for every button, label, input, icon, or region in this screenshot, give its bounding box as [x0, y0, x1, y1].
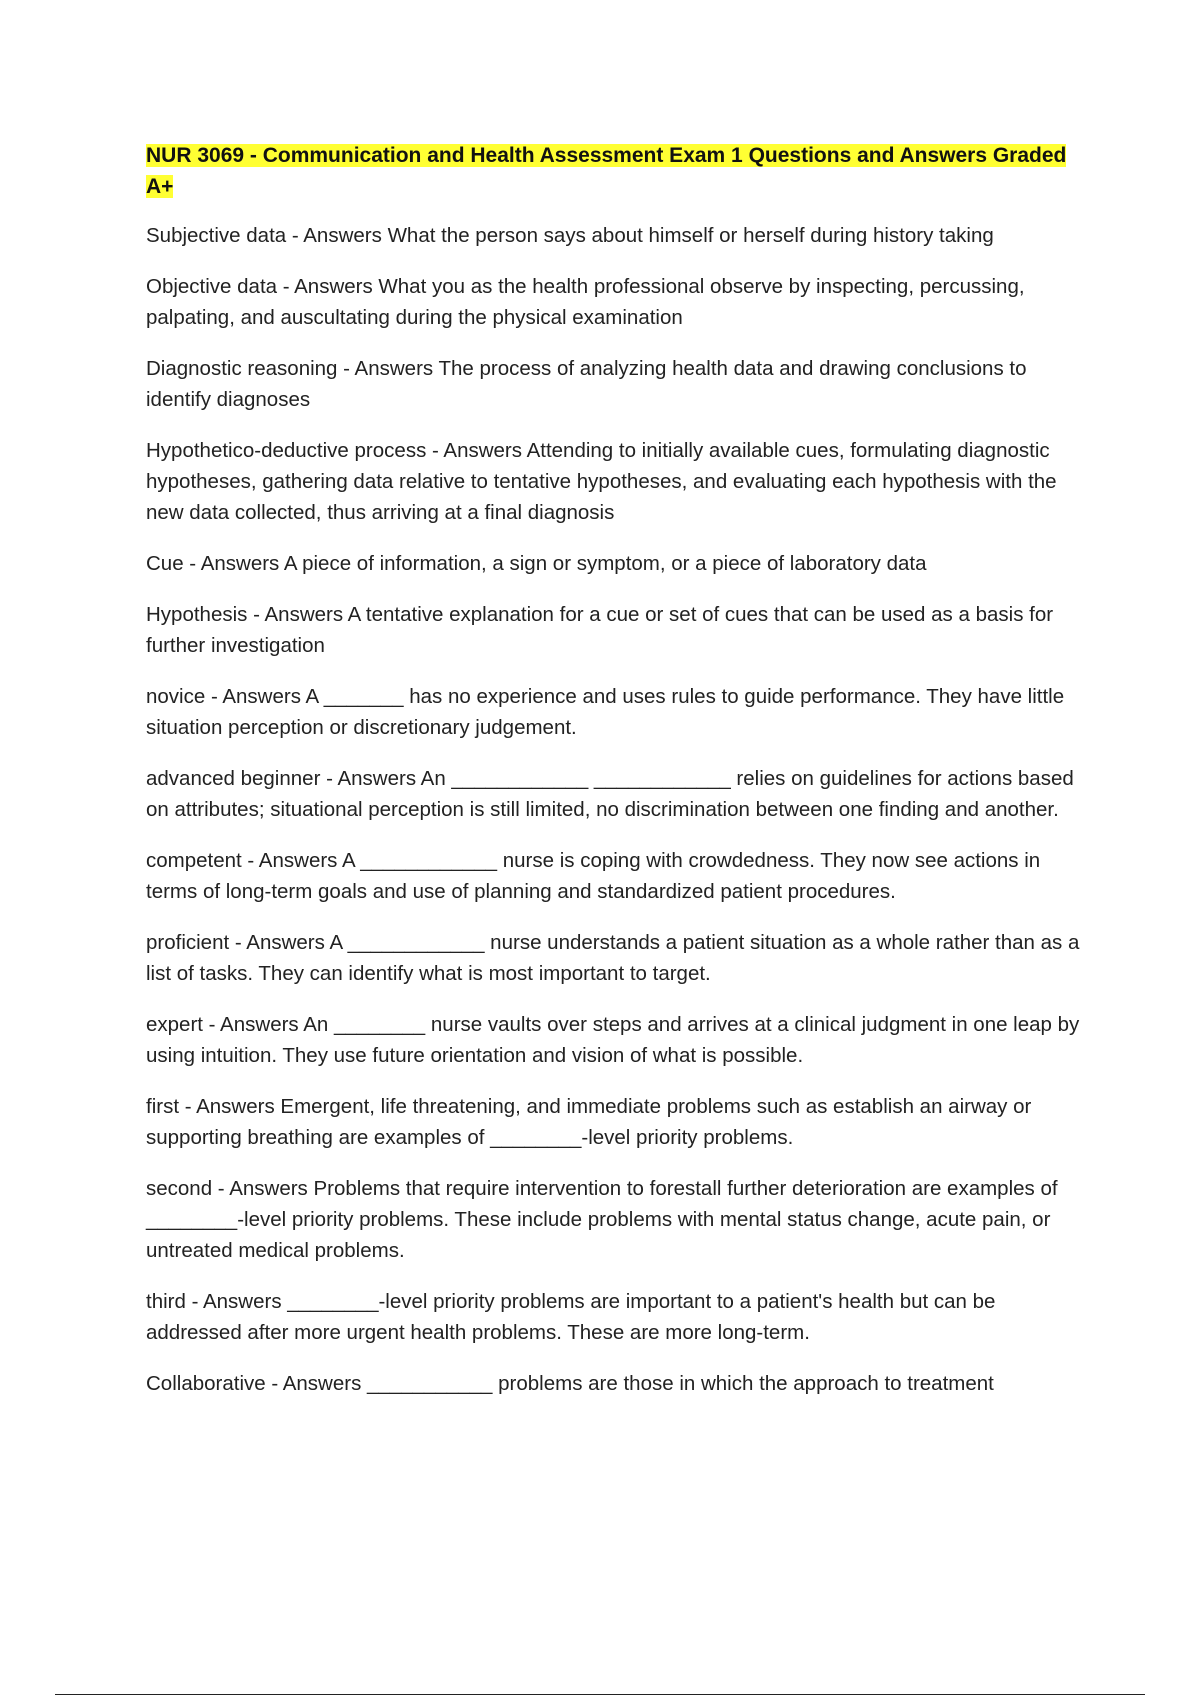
qa-entry-proficient: proficient - Answers A ____________ nurse understands a patient situation as a whole rather than as a list of tasks. They can identify what is most important to target.: [146, 931, 1080, 985]
qa-entry-diagnostic-reasoning: Diagnostic reasoning - Answers The process of analyzing health data and drawing conclusions to identify diagnoses: [146, 357, 1027, 411]
qa-entry-hypothetico-deductive: Hypothetico-deductive process - Answers Attending to initially available cues, formulating diagnostic hypotheses, gathering data relative to tentative hypotheses, and evaluating each hypothesis with the new data collected, thus arriving at a final diagnosis: [146, 439, 1057, 524]
qa-entry-competent: competent - Answers A ____________ nurse is coping with crowdedness. They now see actions in terms of long-term goals and use of planning and standardized patient procedures.: [146, 849, 1041, 903]
footer-divider: [55, 1694, 1145, 1695]
qa-entry-objective-data: Objective data - Answers What you as the health professional observe by inspecting, percussing, palpating, and auscultating during the physical examination: [146, 275, 1025, 329]
qa-entry-first: first - Answers Emergent, life threatening, and immediate problems such as establish an airway or supporting breathing are examples of ________-level priority problems.: [146, 1095, 1032, 1149]
qa-entry-subjective-data: Subjective data - Answers What the person says about himself or herself during history taking: [146, 224, 994, 247]
qa-entry-collaborative: Collaborative - Answers ___________ problems are those in which the approach to treatment: [146, 1372, 994, 1395]
document-title-text: NUR 3069 - Communication and Health Assessment Exam 1 Questions and Answers Graded A+: [146, 144, 1067, 198]
qa-entry-second: second - Answers Problems that require intervention to forestall further deterioration are examples of ________-level priority problems. These include problems with mental status change, acute pain, or untreated medical problems.: [146, 1177, 1058, 1262]
qa-entry-cue: Cue - Answers A piece of information, a sign or symptom, or a piece of laboratory data: [146, 552, 927, 575]
qa-entry-third: third - Answers ________-level priority problems are important to a patient's health but can be addressed after more urgent health problems. These are more long-term.: [146, 1290, 996, 1344]
qa-entry-advanced-beginner: advanced beginner - Answers An ____________ ____________ relies on guidelines for actions based on attributes; situational perception is still limited, no discrimination between one finding and another.: [146, 767, 1074, 821]
qa-entry-novice: novice - Answers A _______ has no experience and uses rules to guide performance. They have little situation perception or discretionary judgement.: [146, 685, 1065, 739]
document-title: [146, 140, 1096, 202]
document-page: [146, 140, 1096, 1419]
qa-entry-expert: expert - Answers An ________ nurse vaults over steps and arrives at a clinical judgment in one leap by using intuition. They use future orientation and vision of what is possible.: [146, 1013, 1080, 1067]
qa-entry-hypothesis: Hypothesis - Answers A tentative explanation for a cue or set of cues that can be used as a basis for further investigation: [146, 603, 1054, 657]
